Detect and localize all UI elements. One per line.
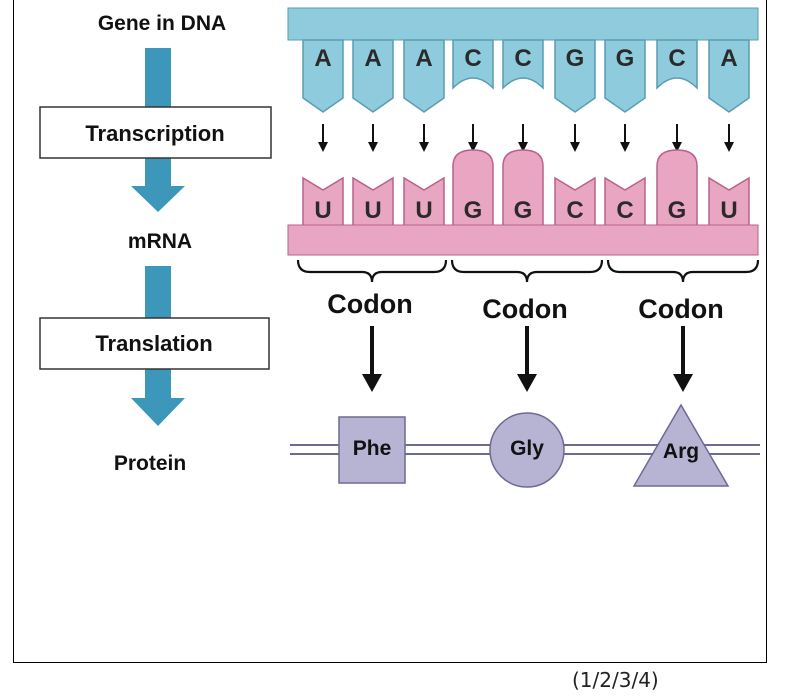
mrna-base-letter: U bbox=[364, 197, 382, 224]
dna-backbone bbox=[288, 8, 758, 40]
mrna-base-letter: U bbox=[720, 197, 738, 224]
codon-label: Codon bbox=[638, 294, 724, 324]
mrna-backbone bbox=[288, 225, 758, 255]
translation-arrowhead bbox=[362, 374, 382, 392]
mrna-base-letter: C bbox=[616, 197, 634, 224]
mrna-base-letter: U bbox=[314, 197, 332, 224]
dna-base-letter: C bbox=[668, 45, 686, 72]
codon-groups bbox=[298, 260, 758, 392]
translation-arrowhead bbox=[673, 374, 693, 392]
transcription-arrowhead bbox=[570, 142, 580, 152]
transcription-arrowhead bbox=[419, 142, 429, 152]
transcription-arrows bbox=[318, 124, 734, 152]
dna-base-letter: C bbox=[464, 45, 482, 72]
mrna-base-letter: G bbox=[513, 197, 533, 224]
transcription-arrowhead bbox=[368, 142, 378, 152]
translation-arrowhead bbox=[517, 374, 537, 392]
transcription-label: Transcription bbox=[85, 121, 225, 146]
mrna-base-letter: U bbox=[415, 197, 433, 224]
transcription-arrowhead bbox=[620, 142, 630, 152]
dna-base-letter: A bbox=[720, 45, 738, 72]
transcription-arrowhead bbox=[724, 142, 734, 152]
answer-options: (1/2/3/4) bbox=[572, 668, 659, 692]
codon-label: Codon bbox=[327, 289, 413, 319]
dna-bases bbox=[303, 40, 749, 112]
amino-acid-label: Arg bbox=[662, 440, 700, 463]
translation-label: Translation bbox=[95, 331, 213, 356]
gene-in-dna-label: Gene in DNA bbox=[97, 12, 227, 35]
transcription-arrowhead bbox=[318, 142, 328, 152]
mrna-base-letter: C bbox=[566, 197, 584, 224]
amino-acid-label: Phe bbox=[352, 437, 392, 460]
mrna-label: mRNA bbox=[127, 230, 193, 253]
dna-base-letter: A bbox=[415, 45, 433, 72]
amino-acid-label: Gly bbox=[510, 437, 544, 460]
codon-brace bbox=[452, 260, 602, 282]
mrna-base-letter: G bbox=[463, 197, 483, 224]
dna-base-letter: G bbox=[565, 45, 585, 72]
codon-label: Codon bbox=[482, 294, 568, 324]
dna-base-letter: A bbox=[364, 45, 382, 72]
protein-label: Protein bbox=[113, 452, 187, 475]
dna-base-letter: G bbox=[615, 45, 635, 72]
dna-base-letter: A bbox=[314, 45, 332, 72]
dna-base-letter: C bbox=[514, 45, 532, 72]
codon-brace bbox=[298, 260, 446, 282]
mrna-base-letter: G bbox=[667, 197, 687, 224]
amino-acids bbox=[339, 405, 728, 487]
codon-brace bbox=[608, 260, 758, 282]
mrna-bases bbox=[303, 150, 749, 226]
